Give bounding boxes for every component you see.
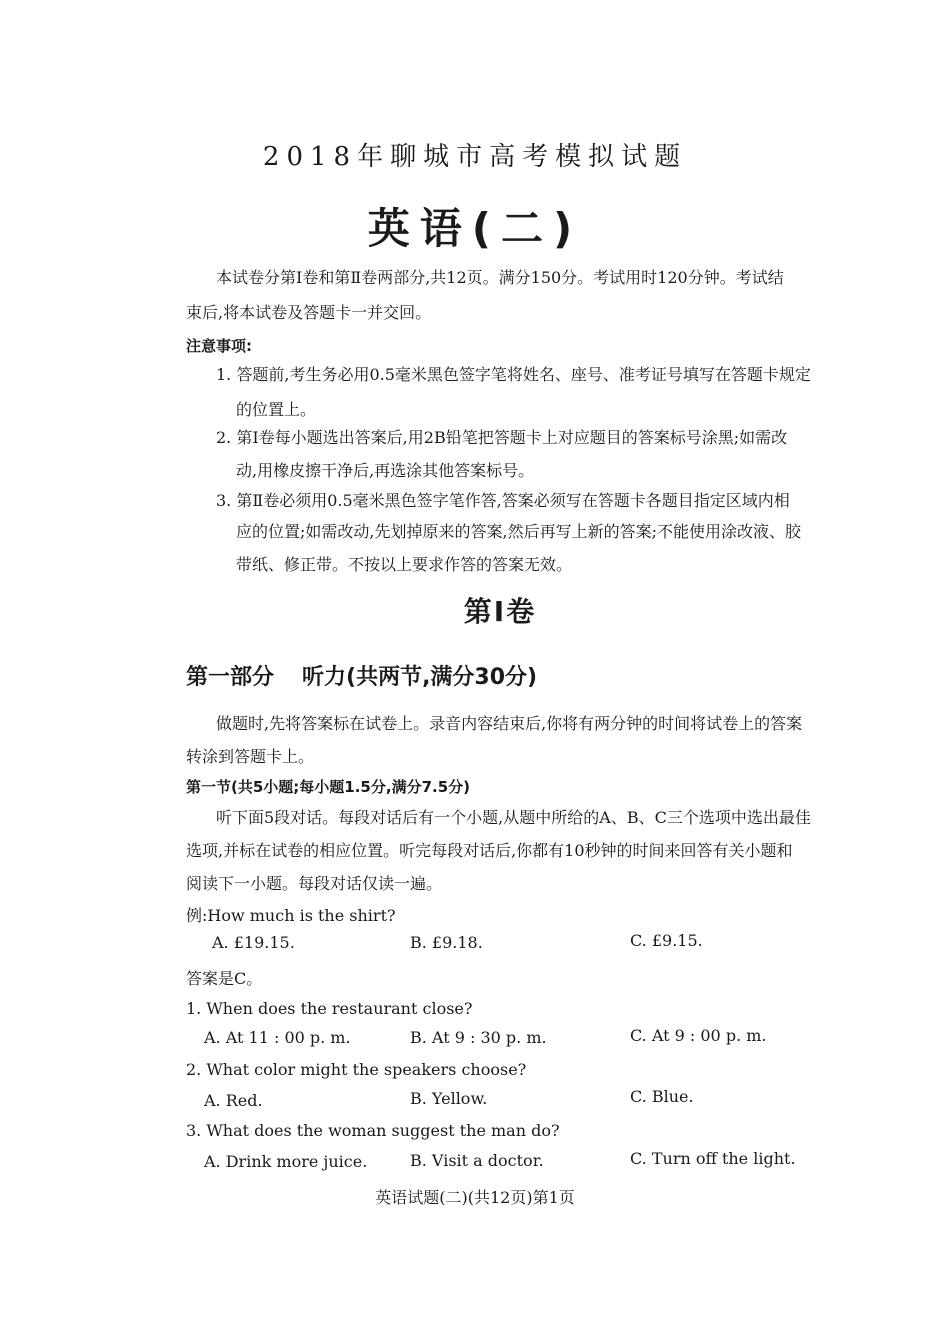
- question-1-option-a: A. At 11 : 00 p. m.: [204, 1028, 351, 1047]
- example-option-b: B. £9.18.: [410, 933, 483, 952]
- part1-instruction-line-2: 转涂到答题卡上。: [186, 747, 315, 766]
- note-item-3-line-1: 3. 第Ⅱ卷必须用0.5毫米黑色签字笔作答,答案必须写在答题卡各题目指定区域内相: [216, 491, 790, 510]
- note-item-2-line-2: 动,用橡皮擦干净后,再选涂其他答案标号。: [236, 461, 535, 480]
- note-item-2-line-1: 2. 第Ⅰ卷每小题选出答案后,用2B铅笔把答题卡上对应题目的答案标号涂黑;如需改: [216, 428, 788, 447]
- example-answer: 答案是C。: [186, 969, 263, 988]
- question-3-option-c: C. Turn off the light.: [630, 1149, 796, 1168]
- part1-title-a: 第一部分: [186, 665, 275, 690]
- section1-heading: 第一节(共5小题;每小题1.5分,满分7.5分): [186, 778, 470, 796]
- page-footer: 英语试题(二)(共12页)第1页: [375, 1188, 575, 1207]
- note-item-1-line-2: 的位置上。: [236, 400, 317, 419]
- question-2-option-a: A. Red.: [204, 1091, 263, 1110]
- example-option-c: C. £9.15.: [630, 931, 703, 950]
- example-question: 例:How much is the shirt?: [186, 906, 396, 925]
- question-2-option-b: B. Yellow.: [410, 1089, 488, 1108]
- note-item-3-line-2: 应的位置;如需改动,先划掉原来的答案,然后再写上新的答案;不能使用涂改液、胶: [236, 522, 801, 541]
- question-1-option-b: B. At 9 : 30 p. m.: [410, 1028, 547, 1047]
- section1-line-3: 阅读下一小题。每段对话仅读一遍。: [186, 874, 443, 893]
- question-1-text: 1. When does the restaurant close?: [186, 999, 473, 1018]
- intro-line-1: 本试卷分第Ⅰ卷和第Ⅱ卷两部分,共12页。满分150分。考试用时120分钟。考试结: [216, 268, 784, 287]
- exam-title: 2018年聊城市高考模拟试题: [262, 142, 688, 172]
- volume-title: 第Ⅰ卷: [463, 595, 537, 628]
- question-3-option-a: A. Drink more juice.: [204, 1152, 368, 1171]
- question-2-option-c: C. Blue.: [630, 1087, 694, 1106]
- question-1-option-c: C. At 9 : 00 p. m.: [630, 1026, 767, 1045]
- part1-title: [186, 660, 537, 691]
- section1-line-2: 选项,并标在试卷的相应位置。听完每段对话后,你都有10秒钟的时间来回答有关小题和: [186, 841, 793, 860]
- example-option-a: A. £19.15.: [212, 933, 295, 952]
- question-3-text: 3. What does the woman suggest the man do?: [186, 1121, 560, 1140]
- note-item-3-line-3: 带纸、修正带。不按以上要求作答的答案无效。: [236, 555, 573, 574]
- part1-title-b: 听力(共两节,满分30分): [302, 665, 538, 690]
- note-item-1-line-1: 1. 答题前,考生务必用0.5毫米黑色签字笔将姓名、座号、准考证号填写在答题卡规定: [216, 365, 811, 384]
- subject-title: 英语(二): [367, 204, 583, 253]
- section1-line-1: 听下面5段对话。每段对话后有一个小题,从题中所给的A、B、C三个选项中选出最佳: [216, 808, 811, 827]
- notes-heading: 注意事项:: [186, 337, 252, 355]
- part1-instruction-line-1: 做题时,先将答案标在试卷上。录音内容结束后,你将有两分钟的时间将试卷上的答案: [216, 714, 803, 733]
- intro-line-2: 束后,将本试卷及答题卡一并交回。: [186, 303, 432, 322]
- question-3-option-b: B. Visit a doctor.: [410, 1151, 544, 1170]
- question-2-text: 2. What color might the speakers choose?: [186, 1060, 527, 1079]
